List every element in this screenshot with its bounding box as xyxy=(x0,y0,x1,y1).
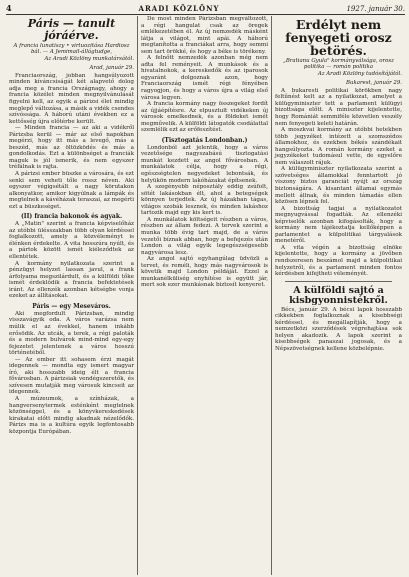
paragraph: — Az ember itt sohasem érzi magát idegennek — mondta egy ismert magyar író, aki hosszabb ideig élt a francia fővárosban. A párizsiak vendégszeretők, és szívesen mutatják meg városuk kincseit az idegennek. xyxy=(9,356,134,396)
paragraph: De most minden Párizsban megváltozott, a régi hangulat csak az öregek emlékezetében él. Az új nemzedék másként látja a világot, mint apái. A háború megtanította a franciákat arra, hogy semmi sem tart örökké, és hogy a béke is törékeny. xyxy=(141,16,268,55)
paragraph: Az angol sajtó egyhangúlag üdvözli a tervet, és reméli, hogy más nagyvárosok is követik majd London példáját. Ezzel a munkanélküliség enyhítése is együtt jár, mert sok ezer munkásnak biztosít kenyeret. xyxy=(141,256,268,289)
column-3 xyxy=(271,16,405,575)
paragraph: A felnőtt nemzedék azonban még nem adta fel reményeit. A munkások és a hivatalnokok, a kereskedők és az iparosok egyaránt dolgoznak azon, hogy Franciaország ismét régi fényében ragyogjon, és hogy a város újra a világ első városa legyen. xyxy=(141,55,268,101)
paragraph: A szegényebb néposztály eddig zsúfolt, sötét lakásokban élt, ahol a betegségek könnyen terjedtek. Az új házakban tágas, világos szobák lesznek, és minden lakáshoz tartozik majd egy kis kert is. xyxy=(141,184,268,217)
paragraph: A francia kormány nagy összegeket fordít az újjáépítésre. Az elpusztult vidékeken új városok emelkednek, és a földeket ismét megművelik. A külföldi látogatók csodálattal szemlélik ezt az erőfeszítést. xyxy=(141,101,268,134)
article-dateline: Arad, január 29. xyxy=(89,64,134,71)
paragraph: A bukaresti politikai körökben nagy feltűnést kelt az a nyilatkozat, amelyet a külügyminiszter tett a parlament külügyi bizottsága előtt. A miniszter kijelentette, hogy Romániát semmiféle közvetlen veszély nem fenyegeti keleti határán. xyxy=(275,87,402,127)
paragraph: — Minden francia — az aki a vidékről Párizsba kerül — már az első napokban megérzi, hogy itt más a levegő, más a beszéd, más az öltözködés és más a gondolkodás. Ezt a különbséget a franciák maguk is jól ismerik, és nem egyszer tréfálnak is rajta. xyxy=(9,125,134,171)
column-2 xyxy=(137,16,271,575)
paragraph: A vita végén a bizottság elnöke kijelentette, hogy a kormány a jövőben rendszeresen beszámol majd a külpolitikai helyzetről, és a parlament minden fontos kérdésben kifejtheti véleményét. xyxy=(275,244,402,278)
newspaper-title: ARADI KÖZLÖNY xyxy=(138,4,220,13)
paragraph: Londonból azt jelentik, hogy a város vezetősége nagyszabású tisztogatási munkát kezdett az angol fővárosban. A munkálatok célja, hogy a régi, egészségtelen negyedeket lebontsák, és helyükön modern lakóházakat építsenek. xyxy=(141,144,268,184)
paragraph: A kormány nyilatkozata szerint a pénzügyi helyzet lassan javul, a frank árfolyama megszilárdult, és a külföldi tőke ismét érdeklődik a francia befektetések iránt. Az ellenzék azonban kétségbe vonja ezeket az állításokat. xyxy=(9,260,134,300)
text-columns xyxy=(6,16,405,575)
article-headline-sajto: A külföldi sajtó a kisbgyonnistékről. xyxy=(289,284,388,306)
page-number: 4 xyxy=(6,3,12,13)
paragraph: A múzeumok, a színházak, a hangversenytermek esténként megtelnek közönséggel, és a könyvkereskedések kirakatai előtt mindig akadnak nézelődők. Párizs ma is a kultúra egyik legfontosabb központja Európában. xyxy=(9,395,134,435)
paragraph: Bécs, január 29. A bécsi lapok hosszabb cikkekben foglalkoznak a kisebbségi kérdéssel, és megállapítják, hogy a nemzetközi szerződések végrehajtása sok helyen akadozik. A lapok szerint a kisebbségek panaszai jogosak, és a Népszövetségnek kellene közbelépnie. xyxy=(275,306,402,352)
article-subhead: A francia lunatiszy • virtuozitása Hardiosz bál. — A Jemimail-állágtudge, xyxy=(13,43,130,56)
paragraph: A bizottság tagjai a nyilatkozatot megnyugvással fogadták. Az ellenzéki képviselők azonban kifogásolták, hogy a kormány nem tájékoztatja kellőképpen a parlamentet a külpolitikai tárgyalások menetéről. xyxy=(275,205,402,245)
paragraph: A külügyminiszter nyilatkozata szerint a szövetséges államokkal fenntartott jó viszony biztos garanciát nyújt az ország biztonságára. A kisantant államai egymás mellett állnak, és minden támadás ellen közösen lépnek fel. xyxy=(275,166,402,206)
paragraph: A moszkvai kormány az utóbbi hetekben több jegyzéket intézett a szomszédos államokhoz, és ezekben békés szándékait hangsúlyozta. A román kormány ezeket a jegyzékeket tudomásul vette, de egyelőre nem válaszolt rájuk. xyxy=(275,127,402,166)
article-headline-erdely: Erdélyt nem fenyegeti orosz betörés. xyxy=(285,17,392,58)
paragraph: A „Matin" szerint a francia képviselőház az utóbbi ülésszakban több olyan kérdéssel foglalkozott, amely a közvéleményt is élénken érdekelte. A vita hosszúra nyúlt, és a pártok között ismét kiéleződtek az ellentétek. xyxy=(9,221,134,261)
column-1 xyxy=(6,16,137,575)
paragraph: Aki megfordult Párizsban, mindig visszavágyik oda. A város varázsa nem múlik el az évekkel, hanem inkább erősödik. Az utcák, a terek, a régi paloták és a modern bulvárok mind-mind egy-egy fejezetet jelentenek a város hosszú történetéből. xyxy=(9,310,134,357)
paragraph: A munkálatok költségeit részben a város, részben az állam fedezi. A tervek szerint a munka több évig tart majd, de a város vezetői bíznak abban, hogy a befejezés után London a világ egyik legegészségesebb nagyvárosa lesz. xyxy=(141,216,268,256)
paragraph: A párizsi ember büszke a városára, és ezt senki sem veheti tőle rossz néven. Aki egyszer végigsétált a nagy körutakon alkonyatkor, amikor kigyúlnak a lámpák és megtelnek a kávéházak teraszai, az megérti ezt a büszkeséget. xyxy=(9,171,134,210)
article-dateline: Bukarest, január 29. xyxy=(346,79,402,86)
page-header xyxy=(6,3,405,15)
paragraph: Franciaország, jobban hangsúlyozott minden kíváncsiságát két alapvető dolog adja meg a francia Országnagy, ahogy a francia közélet minden megnyilvánulását figyelni kell, az egyik a párizsi élet mindig meglepő változása, a másik a vidék csendes szívóssága. A háború utáni években ez a kettősség újra előtérbe került. xyxy=(9,72,134,125)
article-headline-paris: Páris — tanult jóráérve. xyxy=(27,17,116,42)
issue-date: 1927. január 30. xyxy=(346,5,405,13)
article-byline: Az Aradi Közlöny tudósítójától. xyxy=(317,71,402,78)
section-heading: (II) francia bakonok és agyak. xyxy=(20,213,123,221)
section-heading: Páris — egy Meseváros. xyxy=(32,302,111,310)
section-divider xyxy=(285,281,392,282)
article-subhead: „Bratianu Gyula" kormányválsága, orosz politika — román politika xyxy=(283,58,394,71)
section-heading: (Tisztogatás Londonban.) xyxy=(161,136,248,144)
article-byline: Az Aradi Közlöny munkatársától. xyxy=(44,56,134,63)
